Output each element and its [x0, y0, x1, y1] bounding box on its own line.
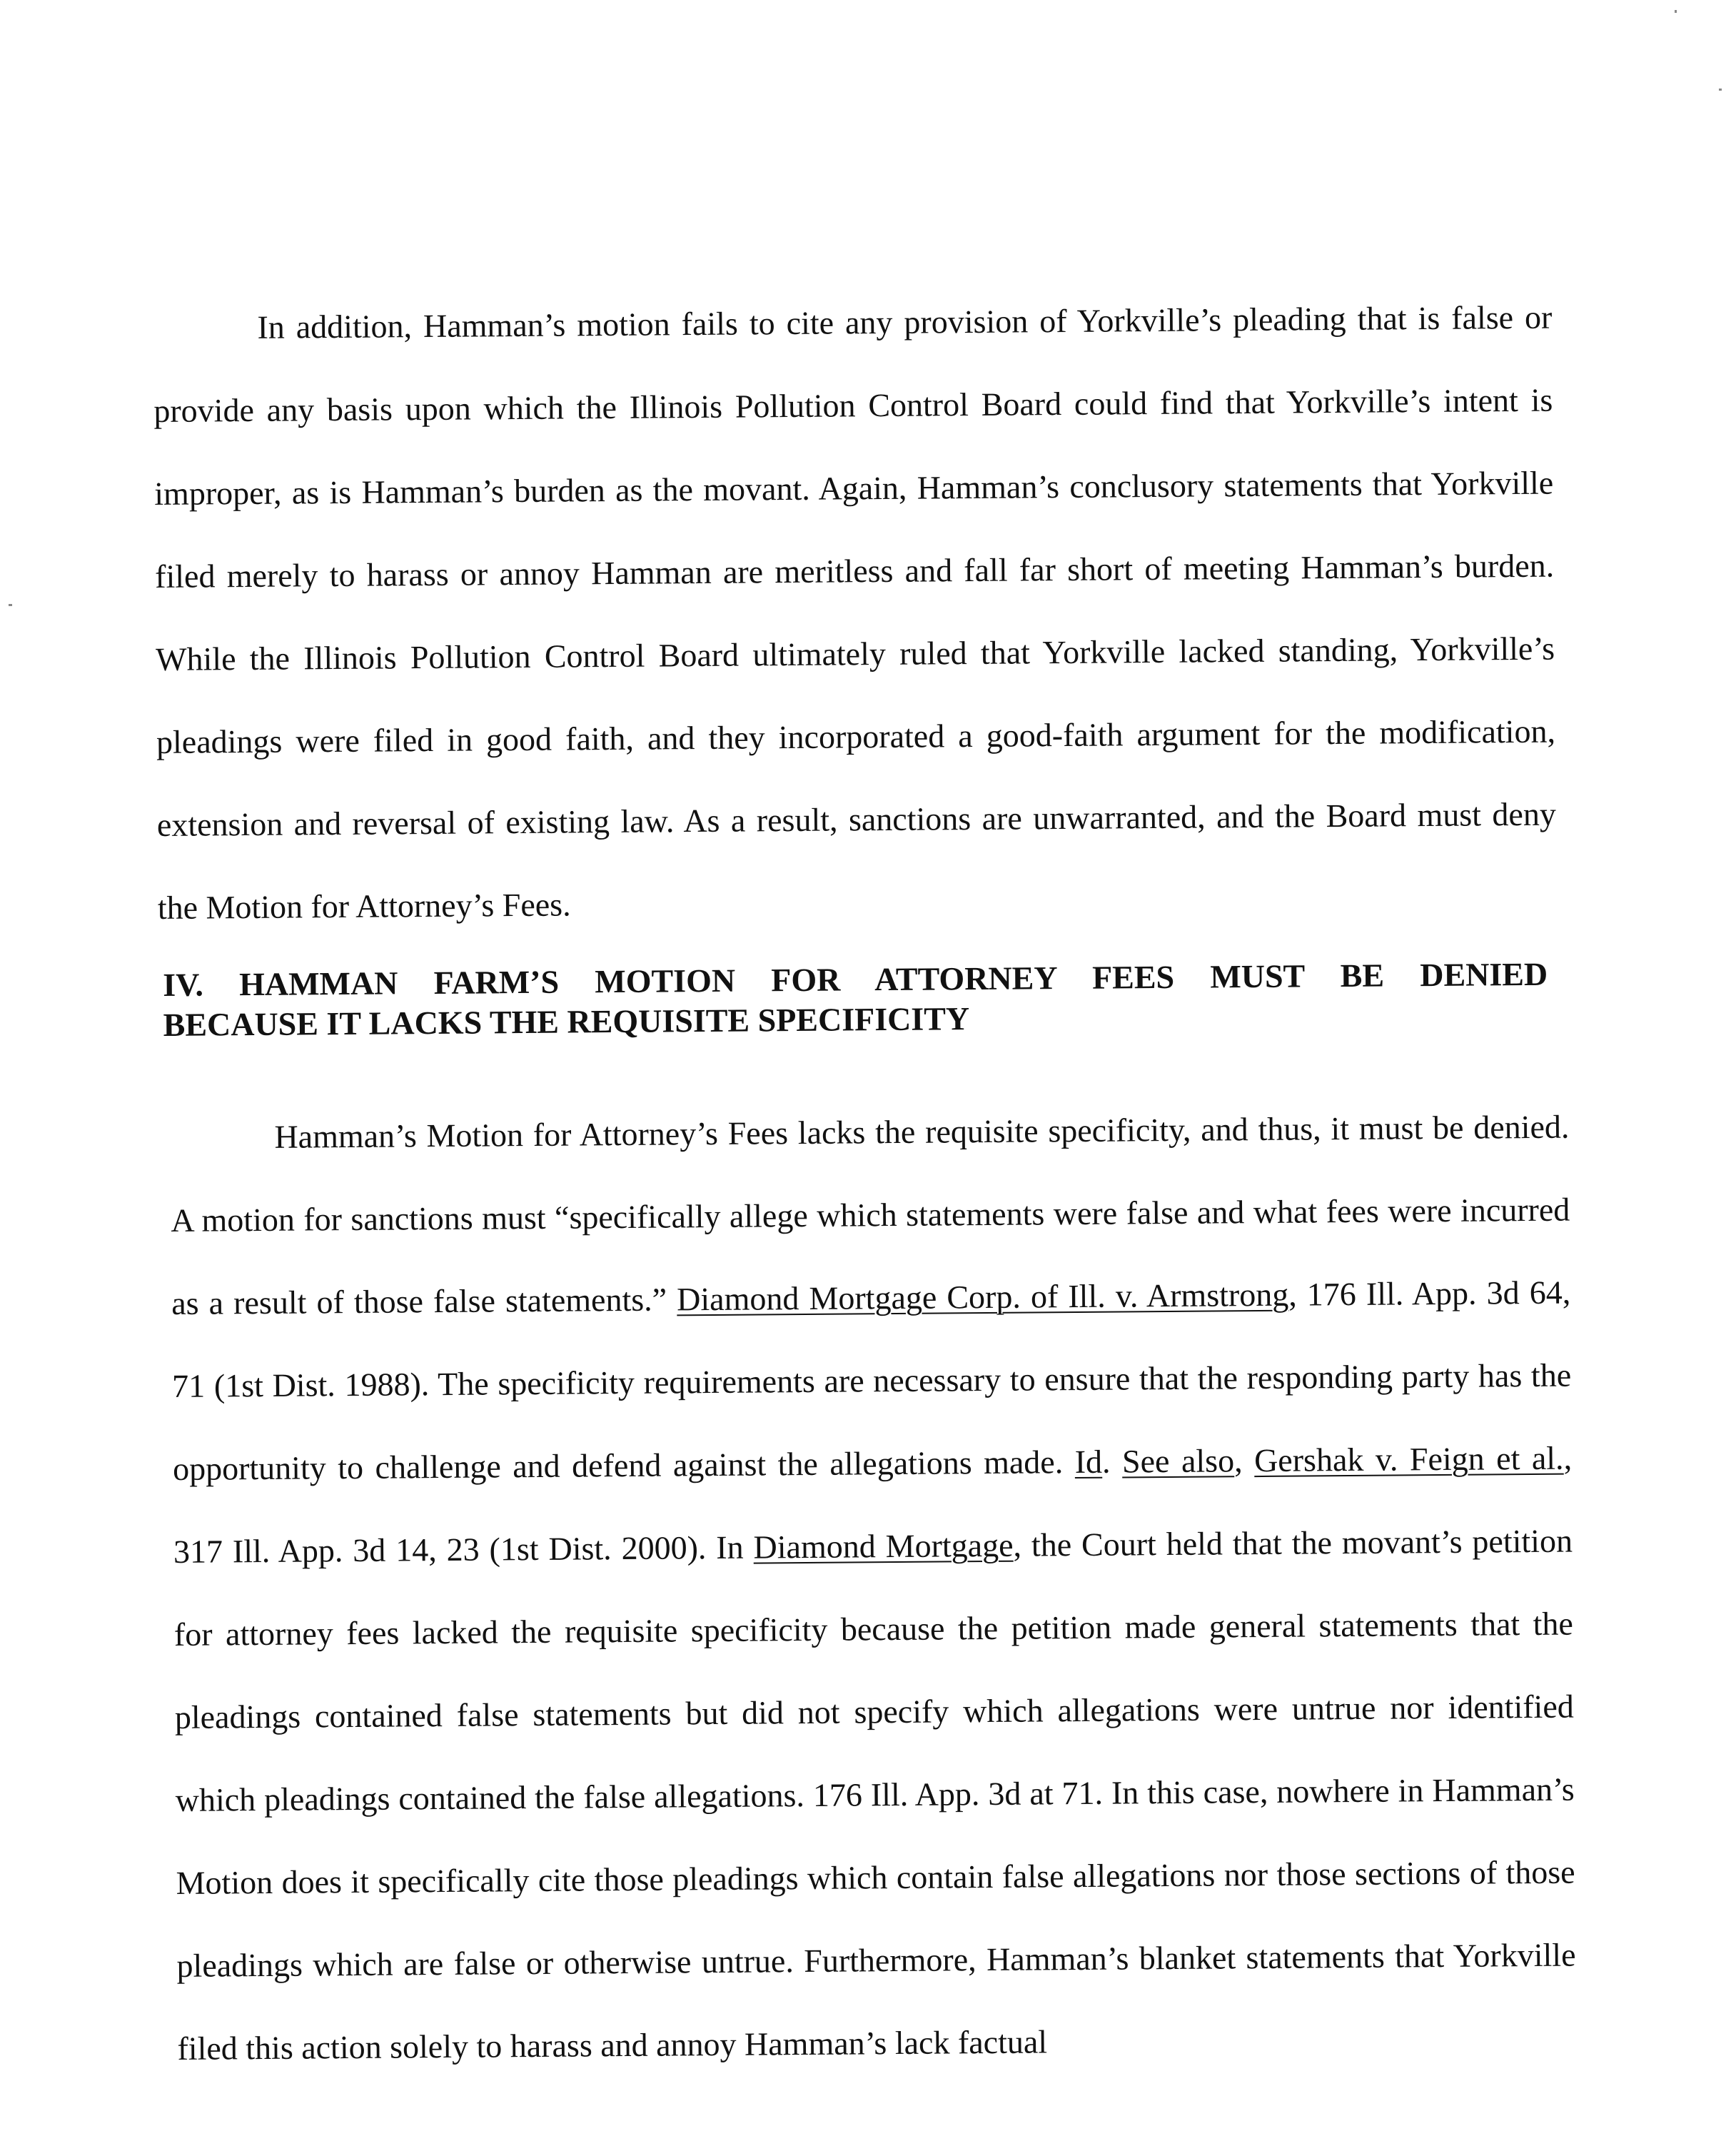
heading-line-2: BECAUSE IT LACKS THE REQUISITE SPECIFICITY — [163, 1000, 970, 1043]
text-segment: , 176 Ill. App. 3d 64, 71 (1st Dist. 1988). The specificity requirements are necessary to ensure that the responding party has the opportunity to challenge and defend against the allegations made. — [171, 1274, 1572, 1487]
body-text-section-1 — [153, 276, 1557, 949]
text-segment: Hamman’s Motion for Attorney’s Fees lacks the requisite specificity, and thus, it must be denied. A motion for sanctions must “specifically allege which statements were false and what fees were incurred as a result of those false statements.” — [171, 1108, 1570, 1321]
case-citation: Diamond Mortgage — [753, 1526, 1014, 1566]
section-heading-iv — [163, 954, 1548, 1045]
paragraph-lacks-specificity — [170, 1086, 1577, 2090]
scan-speck — [9, 604, 12, 606]
text-segment: , 317 Ill. App. 3d 14, 23 (1st Dist. 2000). In — [173, 1439, 1573, 1570]
paragraph-sanctions-unwarranted: In addition, Hamman’s motion fails to cite any provision of Yorkville’s pleading that is false or provide any basis upon which the Illinois Pollution Control Board could find that Yorkville’s intent is improper, as is Hamman’s burden as the movant. Again, Hamman’s conclusory statements that Yorkville filed merely to harass or annoy Hamman are meritless and fall far short of meeting Hamman’s burden. While the Illinois Pollution Control Board ultimately ruled that Yorkville lacked standing, Yorkville’s pleadings were filed in good faith, and they incorporated a good-faith argument for the modification, extension and reversal of existing law. As a result, sanctions are unwarranted, and the Board must deny the Motion for Attorney’s Fees. — [153, 298, 1557, 926]
body-text-section-2 — [170, 1086, 1577, 2090]
scan-speck — [1719, 89, 1722, 91]
heading-line-1: IV. HAMMAN FARM’S MOTION FOR ATTORNEY FEES MUST BE DENIED — [163, 955, 1548, 1003]
case-citation: Diamond Mortgage Corp. of Ill. v. Armstrong — [676, 1276, 1289, 1318]
text-segment: . — [1101, 1443, 1123, 1480]
text-segment: , the Court held that the movant’s petition for attorney fees lacked the requisite specificity because the petition made general statements that the pleadings contained false statements but did not specify which allegations were untrue nor identified which pleadings contained the false allegations. 176 Ill. App. 3d at 71. In this case, nowhere in Hamman’s Motion does it specifically cite those pleadings which contain false allegations nor those sections of those pleadings which are false or otherwise untrue. Furthermore, Hamman’s blanket statements that Yorkville filed this action solely to harass and annoy Hamman’s lack factual — [173, 1522, 1576, 2067]
scan-speck — [1675, 10, 1677, 13]
case-citation: See also — [1121, 1442, 1235, 1480]
text-segment: , — [1233, 1442, 1255, 1479]
case-citation: Id — [1074, 1443, 1103, 1481]
case-citation: Gershak v. Feign et al. — [1253, 1439, 1564, 1479]
